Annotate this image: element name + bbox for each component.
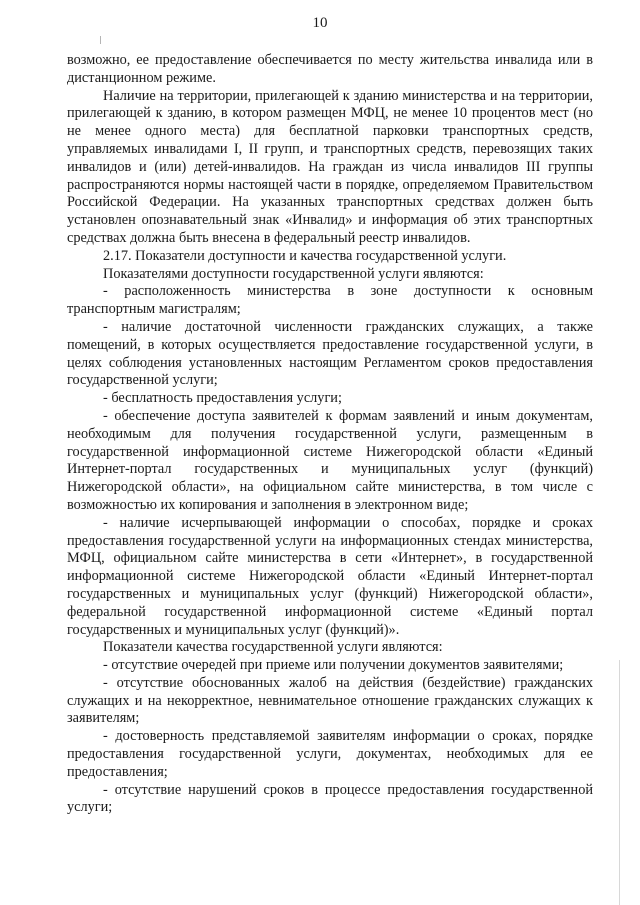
scan-edge-line bbox=[619, 660, 620, 905]
paragraph-quality-intro: Показатели качества государственной услуги являются: bbox=[103, 639, 443, 656]
list-item-no-queues: - отсутствие очередей при приеме или получении документов заявителями; bbox=[103, 657, 564, 674]
paragraph-accessibility-intro: Показателями доступности государственной услуги являются: bbox=[103, 265, 484, 282]
paragraph-continuation: возможно, ее предоставление обеспечивается по месту жительства инвалида или в дистанционном режиме. bbox=[67, 52, 593, 86]
list-item-reliable-info: - достоверность представляемой заявителям информации о сроках, порядке предоставления государственной услуги, документах, необходимых для ее предоставления; bbox=[67, 728, 593, 780]
list-item-free-of-charge: - бесплатность предоставления услуги; bbox=[103, 390, 342, 407]
document-body bbox=[67, 52, 593, 817]
section-heading-2-17: 2.17. Показатели доступности и качества государственной услуги. bbox=[103, 247, 507, 264]
list-item-information: - наличие исчерпывающей информации о способах, порядке и сроках предоставления государственной услуги на информационных стендах министерства, МФЦ, официальном сайте министерства в сети «Интернет», в государственной информационной системе Нижегородской области «Единый Интернет-портал государственных и муниципальных услуг (функций) Нижегородской области», федеральной государственной информационной системе «Единый портал государственных и муниципальных услуг (функций)». bbox=[67, 514, 593, 638]
page-number: 10 bbox=[312, 15, 328, 31]
list-item-location: - расположенность министерства в зоне доступности к основным транспортным магистралям; bbox=[67, 283, 593, 318]
paragraph-parking: Наличие на территории, прилегающей к зданию министерства и на территории, прилегающей к зданию, в котором размещен МФЦ, не менее 10 процентов мест (но не менее одного места) для бесплатной парковки транспортных средств, управляемых инвалидами I, II групп, и транспортных средств, перевозящих таких инвалидов и (или) детей-инвалидов. На граждан из числа инвалидов III группы распространяются нормы настоящей части в порядке, определяемом Правительством Российской Федерации. На указанных транспортных средствах должен быть установлен опознавательный знак «Инвалид» и информация об этих транспортных средствах должна быть внесена в федеральный реестр инвалидов. bbox=[67, 87, 593, 246]
scan-mark bbox=[100, 36, 101, 44]
list-item-no-deadline-violations: - отсутствие нарушений сроков в процессе предоставления государственной услуги; bbox=[67, 781, 593, 816]
list-item-staff: - наличие достаточной численности гражданских служащих, а также помещений, в которых осуществляется предоставление государственной услуги, в целях соблюдения установленных настоящим Регламентом сроков предоставления государственной услуги; bbox=[67, 318, 593, 389]
list-item-no-complaints: - отсутствие обоснованных жалоб на действия (бездействие) гражданских служащих и на некорректное, невнимательное отношение гражданских служащих к заявителям; bbox=[67, 674, 593, 727]
list-item-form-access: - обеспечение доступа заявителей к формам заявлений и иным документам, необходимым для получения государственной услуги, размещенным в государственной информационной системе Нижегородской области «Единый Интернет-портал государственных и муниципальных услуг (функций) Нижегородской области», на официальном сайте министерства, в том числе с возможностью их копирования и заполнения в электронном виде; bbox=[67, 407, 593, 513]
